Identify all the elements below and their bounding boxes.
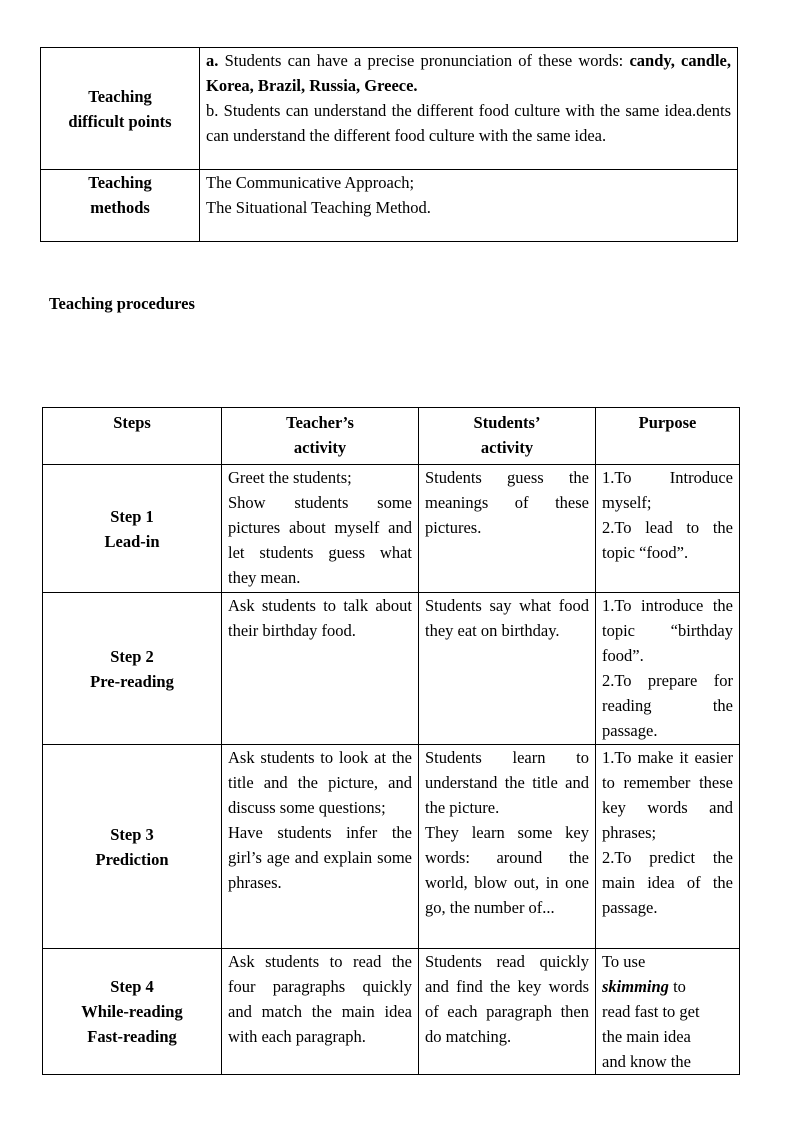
table-row [43, 745, 740, 949]
students-activity-cell: Students learn to understand the title and the picture. They learn some key words: around the world, blow out, in one go, the number of... [419, 745, 596, 949]
procedures-heading: Teaching procedures [49, 294, 195, 313]
difficult-points-row [41, 48, 738, 170]
teaching-info-table [40, 47, 738, 242]
header-purpose: Purpose [596, 408, 740, 465]
difficult-points-label: Teaching difficult points [41, 48, 200, 170]
table-row [43, 465, 740, 593]
header-steps: Steps [43, 408, 222, 465]
step-cell: Step 1 Lead-in [43, 465, 222, 593]
methods-row [41, 170, 738, 242]
teacher-activity-cell: Ask students to look at the title and the picture, and discuss some questions; Have students infer the girl’s age and explain some phrases. [222, 745, 419, 949]
header-row [43, 408, 740, 465]
purpose-cell: 1.To Introduce myself; 2.To lead to the topic “food”. [596, 465, 740, 593]
procedures-table [42, 407, 740, 1075]
header-teacher: Teacher’s activity [222, 408, 419, 465]
teacher-activity-cell: Ask students to talk about their birthday food. [222, 593, 419, 745]
purpose-cell: 1.To make it easier to remember these key words and phrases; 2.To predict the main idea of the passage. [596, 745, 740, 949]
methods-content: The Communicative Approach; The Situational Teaching Method. [200, 170, 738, 242]
step-cell: Step 4 While-reading Fast-reading [43, 949, 222, 1075]
difficult-point-b: b. Students can understand the different food culture with the same idea.dents can understand the different food culture with the same idea. [206, 101, 731, 145]
table-row [43, 949, 740, 1075]
teacher-activity-cell: Greet the students; Show students some pictures about myself and let students guess what they mean. [222, 465, 419, 593]
methods-label: Teaching methods [41, 170, 200, 242]
teacher-activity-cell: Ask students to read the four paragraphs quickly and match the main idea with each paragraph. [222, 949, 419, 1075]
purpose-cell: To use skimming to read fast to get the main idea and know the [596, 949, 740, 1075]
students-activity-cell: Students read quickly and find the key words of each paragraph then do matching. [419, 949, 596, 1075]
table-row [43, 593, 740, 745]
difficult-point-a: a. Students can have a precise pronunciation of these words: candy, candle, Korea, Brazil, Russia, Greece. [206, 51, 731, 95]
students-activity-cell: Students guess the meanings of these pictures. [419, 465, 596, 593]
purpose-cell: 1.To introduce the topic “birthday food”. 2.To prepare for reading the passage. [596, 593, 740, 745]
students-activity-cell: Students say what food they eat on birthday. [419, 593, 596, 745]
difficult-points-content [200, 48, 738, 170]
step-cell: Step 3 Prediction [43, 745, 222, 949]
header-students: Students’ activity [419, 408, 596, 465]
skimming-emphasis: skimming [602, 977, 669, 996]
step-cell: Step 2 Pre-reading [43, 593, 222, 745]
